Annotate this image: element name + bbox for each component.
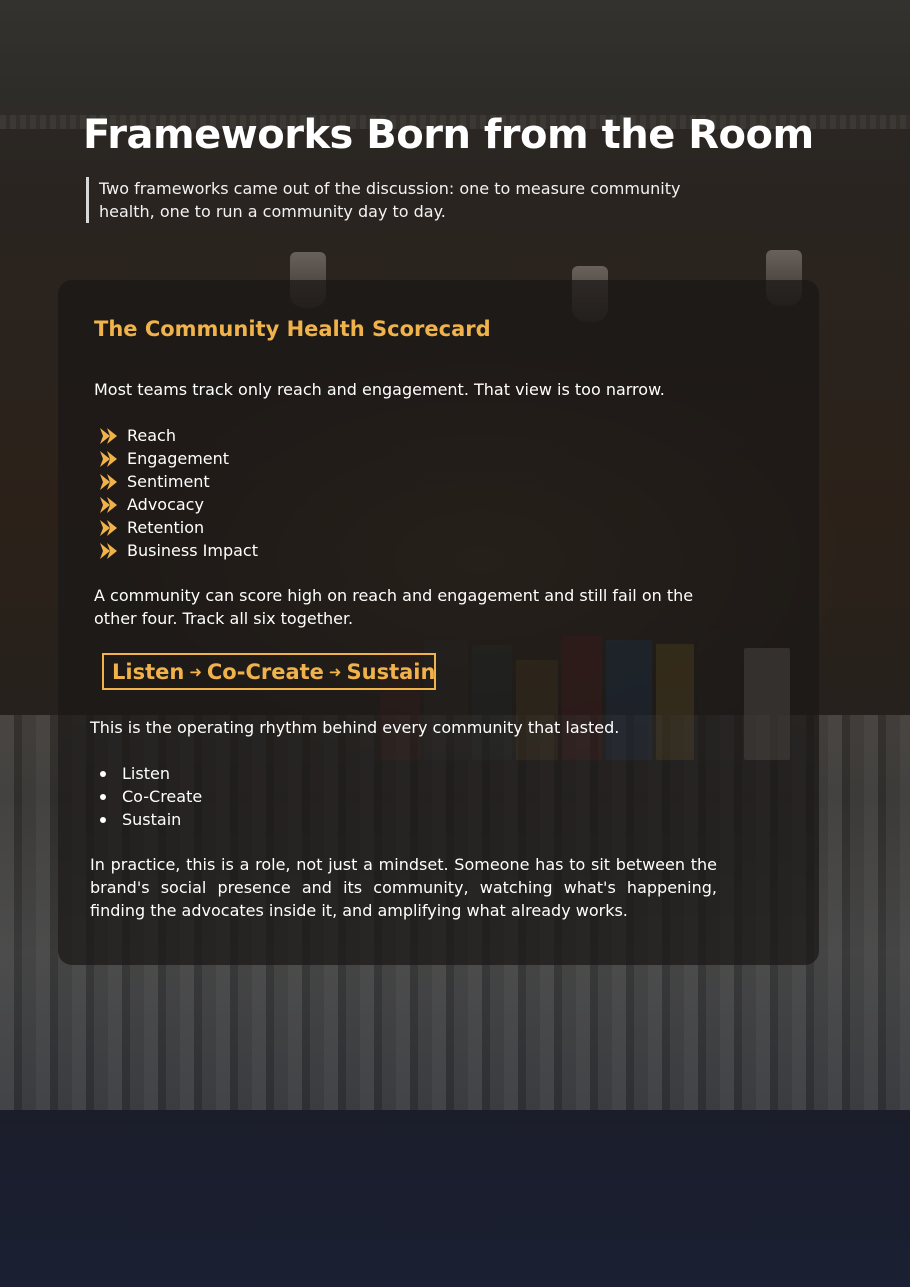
list-item	[100, 762, 202, 785]
intro-callout	[86, 177, 699, 223]
metric-label: Engagement	[127, 449, 230, 468]
framework-step-label: Co-Create	[206, 659, 324, 684]
double-chevron-right-icon	[98, 519, 120, 537]
framework-title-box	[102, 653, 436, 690]
scorecard-lead: Most teams track only reach and engagement. That view is too narrow.	[94, 380, 665, 399]
list-item	[98, 516, 258, 539]
bullet-dot-icon	[100, 794, 106, 800]
double-chevron-right-icon	[98, 542, 120, 560]
arrow-right-icon: ➜	[189, 662, 202, 681]
arrow-right-icon: ➜	[328, 662, 342, 681]
metric-label: Advocacy	[127, 495, 204, 514]
double-chevron-right-icon	[98, 473, 120, 491]
scorecard-closing: A community can score high on reach and engagement and still fail on the other four. Track all six together.	[94, 586, 694, 628]
framework-lead: This is the operating rhythm behind every community that lasted.	[90, 718, 620, 737]
list-item	[98, 493, 258, 516]
list-item	[100, 785, 202, 808]
double-chevron-right-icon	[98, 496, 120, 514]
intro-text: Two frameworks came out of the discussion: one to measure community health, one to run a community day to day.	[99, 179, 681, 221]
bullet-dot-icon	[100, 771, 106, 777]
metric-label: Sentiment	[127, 472, 210, 491]
list-item	[98, 470, 258, 493]
framework-step-label: Listen	[112, 659, 185, 684]
metric-label: Business Impact	[127, 541, 258, 560]
carpet	[0, 1110, 910, 1287]
step-list	[100, 762, 202, 831]
metric-label: Retention	[127, 518, 205, 537]
page-title: Frameworks Born from the Room	[83, 112, 814, 158]
framework-closing: In practice, this is a role, not just a mindset. Someone has to sit between the brand's social presence and its community, watching what's happening, finding the advocates inside it, and amplifying what already works.	[90, 855, 717, 920]
list-item	[98, 424, 258, 447]
scorecard-title: The Community Health Scorecard	[94, 317, 491, 341]
step-label: Listen	[122, 764, 170, 783]
metric-label: Reach	[127, 426, 176, 445]
ceiling	[0, 0, 910, 115]
content-panel	[58, 280, 819, 965]
double-chevron-right-icon	[98, 450, 120, 468]
step-label: Sustain	[122, 810, 182, 829]
list-item	[98, 539, 258, 562]
double-chevron-right-icon	[98, 427, 120, 445]
framework-step-label: Sustain	[346, 659, 436, 684]
metric-list	[98, 424, 258, 562]
list-item	[100, 808, 202, 831]
step-label: Co-Create	[122, 787, 203, 806]
bullet-dot-icon	[100, 817, 106, 823]
list-item	[98, 447, 258, 470]
